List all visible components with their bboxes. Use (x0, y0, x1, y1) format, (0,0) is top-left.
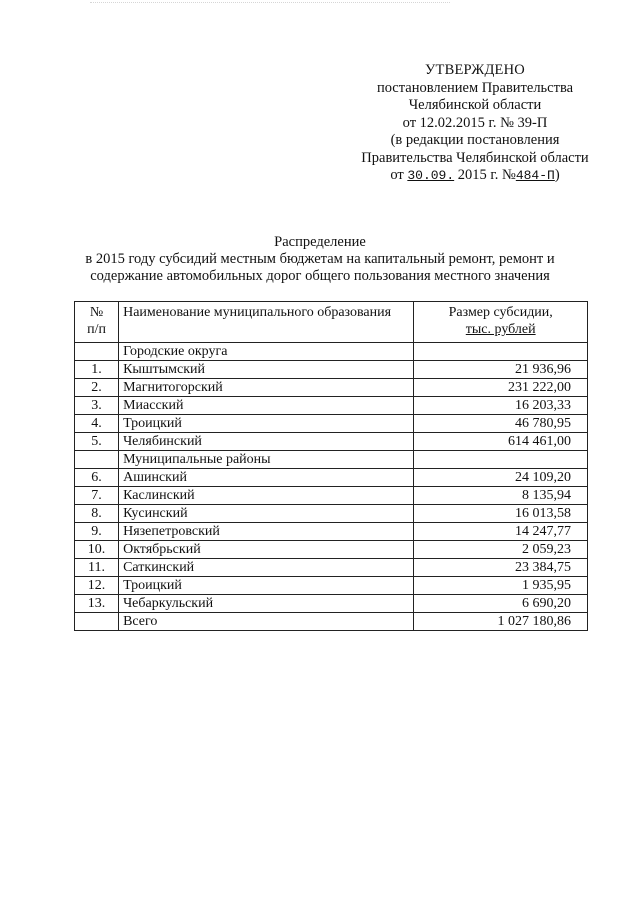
row-number: 9. (75, 523, 119, 541)
amendment-number: 484-П (515, 168, 555, 183)
row-value: 2 059,23 (414, 541, 588, 559)
row-name: Нязепетровский (119, 523, 414, 541)
date-suffix: ) (554, 167, 560, 183)
table-row (75, 397, 588, 415)
row-number: 7. (75, 487, 119, 505)
table-header-row (75, 302, 588, 343)
row-value: 16 013,58 (414, 505, 588, 523)
row-name: Ашинский (119, 469, 414, 487)
approval-line: Правительства Челябинской области (361, 149, 589, 166)
row-name: Кусинский (119, 505, 414, 523)
table-row (75, 361, 588, 379)
row-value: 8 135,94 (414, 487, 588, 505)
scan-artifact (90, 2, 450, 9)
row-name: Всего (119, 613, 414, 631)
table-row (75, 433, 588, 451)
row-number: 3. (75, 397, 119, 415)
title-line: Распределение (274, 234, 366, 250)
row-number (75, 451, 119, 469)
table-row (75, 559, 588, 577)
table-row (75, 379, 588, 397)
title-line: содержание автомобильных дорог общего пользования местного значения (90, 268, 550, 284)
row-number: 12. (75, 577, 119, 595)
table-row (75, 577, 588, 595)
row-name: Октябрьский (119, 541, 414, 559)
row-value: 23 384,75 (414, 559, 588, 577)
row-name: Кыштымский (119, 361, 414, 379)
table-row (75, 451, 588, 469)
row-name: Троицкий (119, 577, 414, 595)
header-value: Размер субсидии, тыс. рублей (414, 302, 588, 343)
row-number: 1. (75, 361, 119, 379)
row-value: 1 027 180,86 (414, 613, 588, 631)
row-number: 2. (75, 379, 119, 397)
table-row (75, 523, 588, 541)
table-row (75, 613, 588, 631)
row-value (414, 451, 588, 469)
amendment-date: 30.09. (407, 168, 455, 183)
row-number: 8. (75, 505, 119, 523)
table-row (75, 487, 588, 505)
row-number: 6. (75, 469, 119, 487)
row-name: Муниципальные районы (119, 451, 414, 469)
row-value: 614 461,00 (414, 433, 588, 451)
date-prefix: от (390, 167, 404, 183)
approval-line: (в редакции постановления (390, 132, 560, 148)
approval-heading: УТВЕРЖДЕНО (425, 62, 525, 78)
row-number: 4. (75, 415, 119, 433)
row-value: 6 690,20 (414, 595, 588, 613)
header-name: Наименование муниципального образования (119, 302, 414, 343)
approval-line: от 12.02.2015 г. № 39-П (402, 114, 548, 131)
row-name: Миасский (119, 397, 414, 415)
date-mid: 2015 г. № (457, 167, 516, 183)
row-value: 14 247,77 (414, 523, 588, 541)
table-body (75, 343, 588, 631)
subsidy-table (74, 301, 588, 631)
table-row (75, 415, 588, 433)
row-number: 5. (75, 433, 119, 451)
table-row (75, 595, 588, 613)
table-row (75, 505, 588, 523)
document-title (60, 234, 580, 285)
row-name: Челябинский (119, 433, 414, 451)
title-line: в 2015 году субсидий местным бюджетам на капитальный ремонт, ремонт и (85, 251, 555, 267)
row-value: 24 109,20 (414, 469, 588, 487)
table-row (75, 469, 588, 487)
approval-line: постановлением Правительства (376, 79, 574, 96)
table-row (75, 343, 588, 361)
row-name: Чебаркульский (119, 595, 414, 613)
row-value (414, 343, 588, 361)
approval-block (340, 62, 610, 185)
row-value: 16 203,33 (414, 397, 588, 415)
row-value: 1 935,95 (414, 577, 588, 595)
row-name: Троицкий (119, 415, 414, 433)
row-number: 13. (75, 595, 119, 613)
table-row (75, 541, 588, 559)
approval-line: Челябинской области (408, 97, 542, 113)
header-number: № п/п (75, 302, 119, 343)
row-name: Магнитогорский (119, 379, 414, 397)
row-name: Городские округа (119, 343, 414, 361)
row-number: 11. (75, 559, 119, 577)
row-value: 46 780,95 (414, 415, 588, 433)
row-name: Саткинский (119, 559, 414, 577)
row-number: 10. (75, 541, 119, 559)
row-name: Каслинский (119, 487, 414, 505)
amendment-date-line (340, 167, 610, 185)
row-value: 231 222,00 (414, 379, 588, 397)
row-number (75, 613, 119, 631)
row-value: 21 936,96 (414, 361, 588, 379)
row-number (75, 343, 119, 361)
